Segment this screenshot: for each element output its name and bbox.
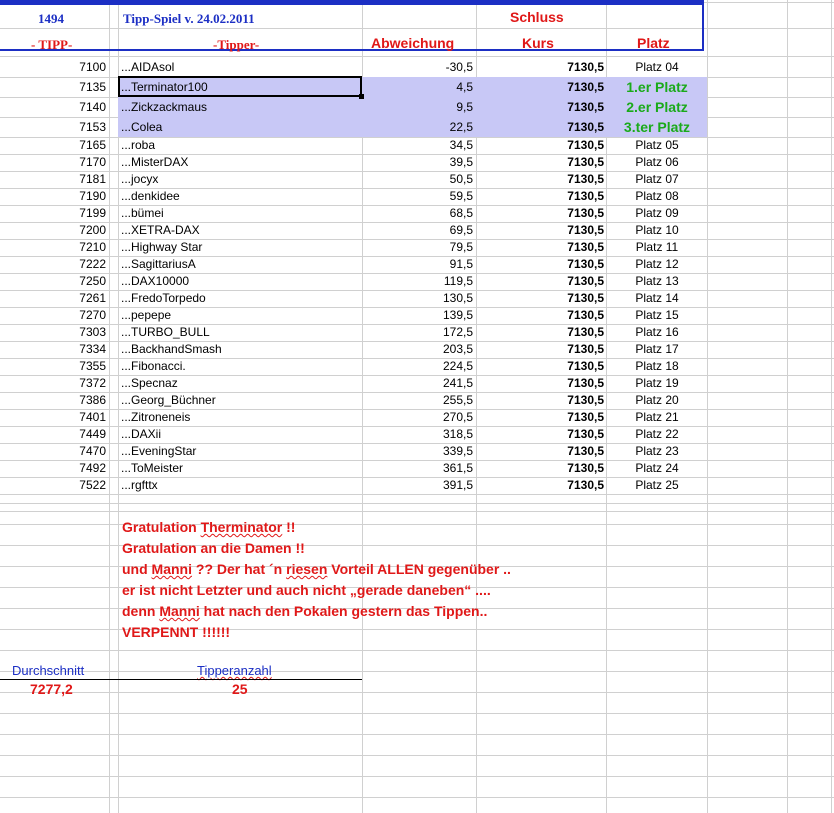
- deviation-value[interactable]: 139,5: [442, 308, 473, 322]
- place-value[interactable]: Platz 20: [635, 393, 679, 407]
- tipp-value[interactable]: 7140: [79, 100, 106, 114]
- tipper-name[interactable]: ...jocyx: [121, 172, 159, 186]
- tipper-name[interactable]: ...DAXii: [121, 427, 162, 441]
- tipp-value[interactable]: 7522: [79, 478, 106, 492]
- tipper-name[interactable]: ...SagittariusA: [121, 257, 196, 271]
- deviation-value[interactable]: 130,5: [442, 291, 473, 305]
- deviation-value[interactable]: 270,5: [442, 410, 473, 424]
- deviation-value[interactable]: 4,5: [456, 80, 473, 94]
- message-line-2[interactable]: Gratulation an die Damen !!: [122, 540, 305, 556]
- deviation-value[interactable]: 361,5: [442, 461, 473, 475]
- tipp-value[interactable]: 7165: [79, 138, 106, 152]
- tipper-name[interactable]: ...Georg_Büchner: [121, 393, 216, 407]
- place-value[interactable]: Platz 10: [635, 223, 679, 237]
- col-tipp-header[interactable]: - TIPP-: [31, 37, 73, 52]
- tipper-name[interactable]: ...XETRA-DAX: [121, 223, 200, 237]
- close-value[interactable]: 7130,5: [567, 240, 604, 254]
- place-value[interactable]: Platz 17: [635, 342, 679, 356]
- tipper-name[interactable]: ...pepepe: [121, 308, 172, 322]
- header-title[interactable]: Tipp-Spiel v. 24.02.2011: [123, 11, 255, 26]
- close-value[interactable]: 7130,5: [567, 189, 604, 203]
- close-value[interactable]: 7130,5: [567, 308, 604, 322]
- close-value[interactable]: 7130,5: [567, 376, 604, 390]
- close-value[interactable]: 7130,5: [567, 461, 604, 475]
- place-value[interactable]: Platz 18: [635, 359, 679, 373]
- deviation-value[interactable]: -30,5: [445, 60, 473, 74]
- close-value[interactable]: 7130,5: [567, 410, 604, 424]
- close-value[interactable]: 7130,5: [567, 138, 604, 152]
- tipper-name[interactable]: ...BackhandSmash: [121, 342, 222, 356]
- deviation-value[interactable]: 39,5: [449, 155, 473, 169]
- deviation-value[interactable]: 79,5: [449, 240, 473, 254]
- tipp-value[interactable]: 7199: [79, 206, 106, 220]
- tipp-value[interactable]: 7135: [79, 80, 106, 94]
- close-value[interactable]: 7130,5: [567, 444, 604, 458]
- close-value[interactable]: 7130,5: [567, 478, 604, 492]
- place-value[interactable]: Platz 25: [635, 478, 679, 492]
- tipp-value[interactable]: 7222: [79, 257, 106, 271]
- close-value[interactable]: 7130,5: [567, 274, 604, 288]
- tipp-value[interactable]: 7261: [79, 291, 106, 305]
- tipp-value[interactable]: 7170: [79, 155, 106, 169]
- place-value[interactable]: Platz 16: [635, 325, 679, 339]
- message-line-3[interactable]: und Manni ?? Der hat ´n riesen Vorteil ALLEN gegenüber ..: [122, 561, 511, 577]
- tipp-value[interactable]: 7181: [79, 172, 106, 186]
- place-value[interactable]: Platz 11: [635, 240, 679, 254]
- message-line-5[interactable]: denn Manni hat nach den Pokalen gestern das Tippen..: [122, 603, 488, 619]
- message-line-4[interactable]: er ist nicht Letzter und auch nicht „gerade daneben“ ....: [122, 582, 491, 598]
- tipper-name[interactable]: ...Colea: [121, 120, 163, 134]
- close-value[interactable]: 7130,5: [567, 325, 604, 339]
- place-value[interactable]: Platz 06: [635, 155, 679, 169]
- close-value[interactable]: 7130,5: [567, 427, 604, 441]
- tipper-name[interactable]: ...AIDAsol: [121, 60, 175, 74]
- deviation-value[interactable]: 34,5: [449, 138, 473, 152]
- tipp-value[interactable]: 7401: [79, 410, 106, 424]
- tipp-value[interactable]: 7200: [79, 223, 106, 237]
- message-line-1[interactable]: Gratulation Therminator !!: [122, 519, 296, 535]
- col-platz-header[interactable]: Platz: [637, 35, 670, 51]
- tipp-value[interactable]: 7190: [79, 189, 106, 203]
- average-label[interactable]: Durchschnitt: [12, 663, 85, 678]
- tipper-name[interactable]: ...EveningStar: [121, 444, 197, 458]
- place-value[interactable]: 3.ter Platz: [623, 119, 691, 135]
- col-abweichung-header[interactable]: Abweichung: [371, 35, 455, 51]
- deviation-value[interactable]: 119,5: [443, 274, 473, 288]
- tipper-name[interactable]: ...Zitroneneis: [121, 410, 191, 424]
- tipp-value[interactable]: 7270: [79, 308, 106, 322]
- tipper-name[interactable]: ...MisterDAX: [121, 155, 189, 169]
- place-value[interactable]: Platz 22: [635, 427, 679, 441]
- place-value[interactable]: Platz 12: [635, 257, 679, 271]
- tipper-name[interactable]: ...roba: [121, 138, 156, 152]
- tipp-value[interactable]: 7334: [79, 342, 106, 356]
- deviation-value[interactable]: 339,5: [442, 444, 473, 458]
- deviation-value[interactable]: 318,5: [442, 427, 473, 441]
- deviation-value[interactable]: 241,5: [442, 376, 473, 390]
- close-value[interactable]: 7130,5: [567, 393, 604, 407]
- tipp-value[interactable]: 7372: [79, 376, 106, 390]
- deviation-value[interactable]: 22,5: [449, 120, 473, 134]
- tipper-count-value[interactable]: 25: [232, 681, 248, 697]
- deviation-value[interactable]: 68,5: [449, 206, 473, 220]
- place-value[interactable]: Platz 15: [635, 308, 679, 322]
- tipp-value[interactable]: 7100: [79, 60, 106, 74]
- tipper-name[interactable]: ...Fibonacci.: [121, 359, 186, 373]
- tipp-value[interactable]: 7492: [79, 461, 106, 475]
- deviation-value[interactable]: 59,5: [449, 189, 473, 203]
- header-box: [0, 3, 704, 51]
- tipper-count-label[interactable]: Tipperanzahl: [197, 663, 272, 678]
- tipp-value[interactable]: 7303: [79, 325, 106, 339]
- deviation-value[interactable]: 203,5: [442, 342, 473, 356]
- tipp-value[interactable]: 7250: [79, 274, 106, 288]
- place-value[interactable]: Platz 21: [635, 410, 679, 424]
- close-value[interactable]: 7130,5: [567, 206, 604, 220]
- place-value[interactable]: 2.er Platz: [626, 99, 688, 115]
- close-value[interactable]: 7130,5: [567, 291, 604, 305]
- fill-handle[interactable]: [359, 94, 364, 99]
- tipp-value[interactable]: 7386: [79, 393, 106, 407]
- tipper-name[interactable]: ...Highway Star: [121, 240, 203, 254]
- place-value[interactable]: Platz 05: [635, 138, 679, 152]
- tipper-name[interactable]: ...Zickzackmaus: [121, 100, 208, 114]
- deviation-value[interactable]: 391,5: [442, 478, 473, 492]
- place-value[interactable]: 1.er Platz: [626, 79, 688, 95]
- place-value[interactable]: Platz 14: [635, 291, 679, 305]
- col-kurs-header[interactable]: Kurs: [522, 35, 554, 51]
- tipper-name[interactable]: ...ToMeister: [121, 461, 184, 475]
- tipp-value[interactable]: 7153: [79, 120, 106, 134]
- tipp-value[interactable]: 7210: [79, 240, 106, 254]
- tipper-name[interactable]: ...rgfttx: [121, 478, 158, 492]
- deviation-value[interactable]: 9,5: [456, 100, 473, 114]
- tipp-value[interactable]: 7470: [79, 444, 106, 458]
- place-value[interactable]: Platz 23: [635, 444, 679, 458]
- close-value[interactable]: 7130,5: [567, 80, 604, 94]
- deviation-value[interactable]: 50,5: [449, 172, 473, 186]
- deviation-value[interactable]: 69,5: [449, 223, 473, 237]
- tipper-name[interactable]: ...bümei: [121, 206, 164, 220]
- place-value[interactable]: Platz 07: [635, 172, 679, 186]
- tipper-name[interactable]: ...Terminator100: [121, 80, 208, 94]
- message-line-6[interactable]: VERPENNT !!!!!!: [122, 624, 231, 640]
- summary-divider: [0, 679, 362, 680]
- deviation-value[interactable]: 172,5: [442, 325, 473, 339]
- tipp-value[interactable]: 7355: [79, 359, 106, 373]
- place-value[interactable]: Platz 08: [635, 189, 679, 203]
- deviation-value[interactable]: 224,5: [442, 359, 473, 373]
- deviation-value[interactable]: 91,5: [449, 257, 473, 271]
- header-count[interactable]: 1494: [38, 11, 64, 26]
- close-value[interactable]: 7130,5: [567, 155, 604, 169]
- close-value[interactable]: 7130,5: [567, 342, 604, 356]
- header-schluss[interactable]: Schluss: [510, 9, 564, 25]
- deviation-value[interactable]: 255,5: [442, 393, 473, 407]
- close-value[interactable]: 7130,5: [567, 100, 604, 114]
- close-value[interactable]: 7130,5: [567, 223, 604, 237]
- close-value[interactable]: 7130,5: [567, 60, 604, 74]
- place-value[interactable]: Platz 24: [635, 461, 679, 475]
- tipper-name[interactable]: ...DAX10000: [121, 274, 190, 288]
- cell-selection[interactable]: [118, 76, 362, 97]
- average-value[interactable]: 7277,2: [30, 681, 73, 697]
- close-value[interactable]: 7130,5: [567, 359, 604, 373]
- place-value[interactable]: Platz 09: [635, 206, 679, 220]
- close-value[interactable]: 7130,5: [567, 172, 604, 186]
- close-value[interactable]: 7130,5: [567, 120, 604, 134]
- place-value[interactable]: Platz 04: [635, 60, 679, 74]
- tipper-name[interactable]: ...FredoTorpedo: [121, 291, 206, 305]
- tipper-name[interactable]: ...TURBO_BULL: [121, 325, 210, 339]
- place-value[interactable]: Platz 13: [635, 274, 679, 288]
- col-tipper-header[interactable]: -Tipper-: [213, 37, 260, 52]
- tipper-name[interactable]: ...Specnaz: [121, 376, 178, 390]
- close-value[interactable]: 7130,5: [567, 257, 604, 271]
- tipper-name[interactable]: ...denkidee: [121, 189, 180, 203]
- tipp-value[interactable]: 7449: [79, 427, 106, 441]
- place-value[interactable]: Platz 19: [635, 376, 679, 390]
